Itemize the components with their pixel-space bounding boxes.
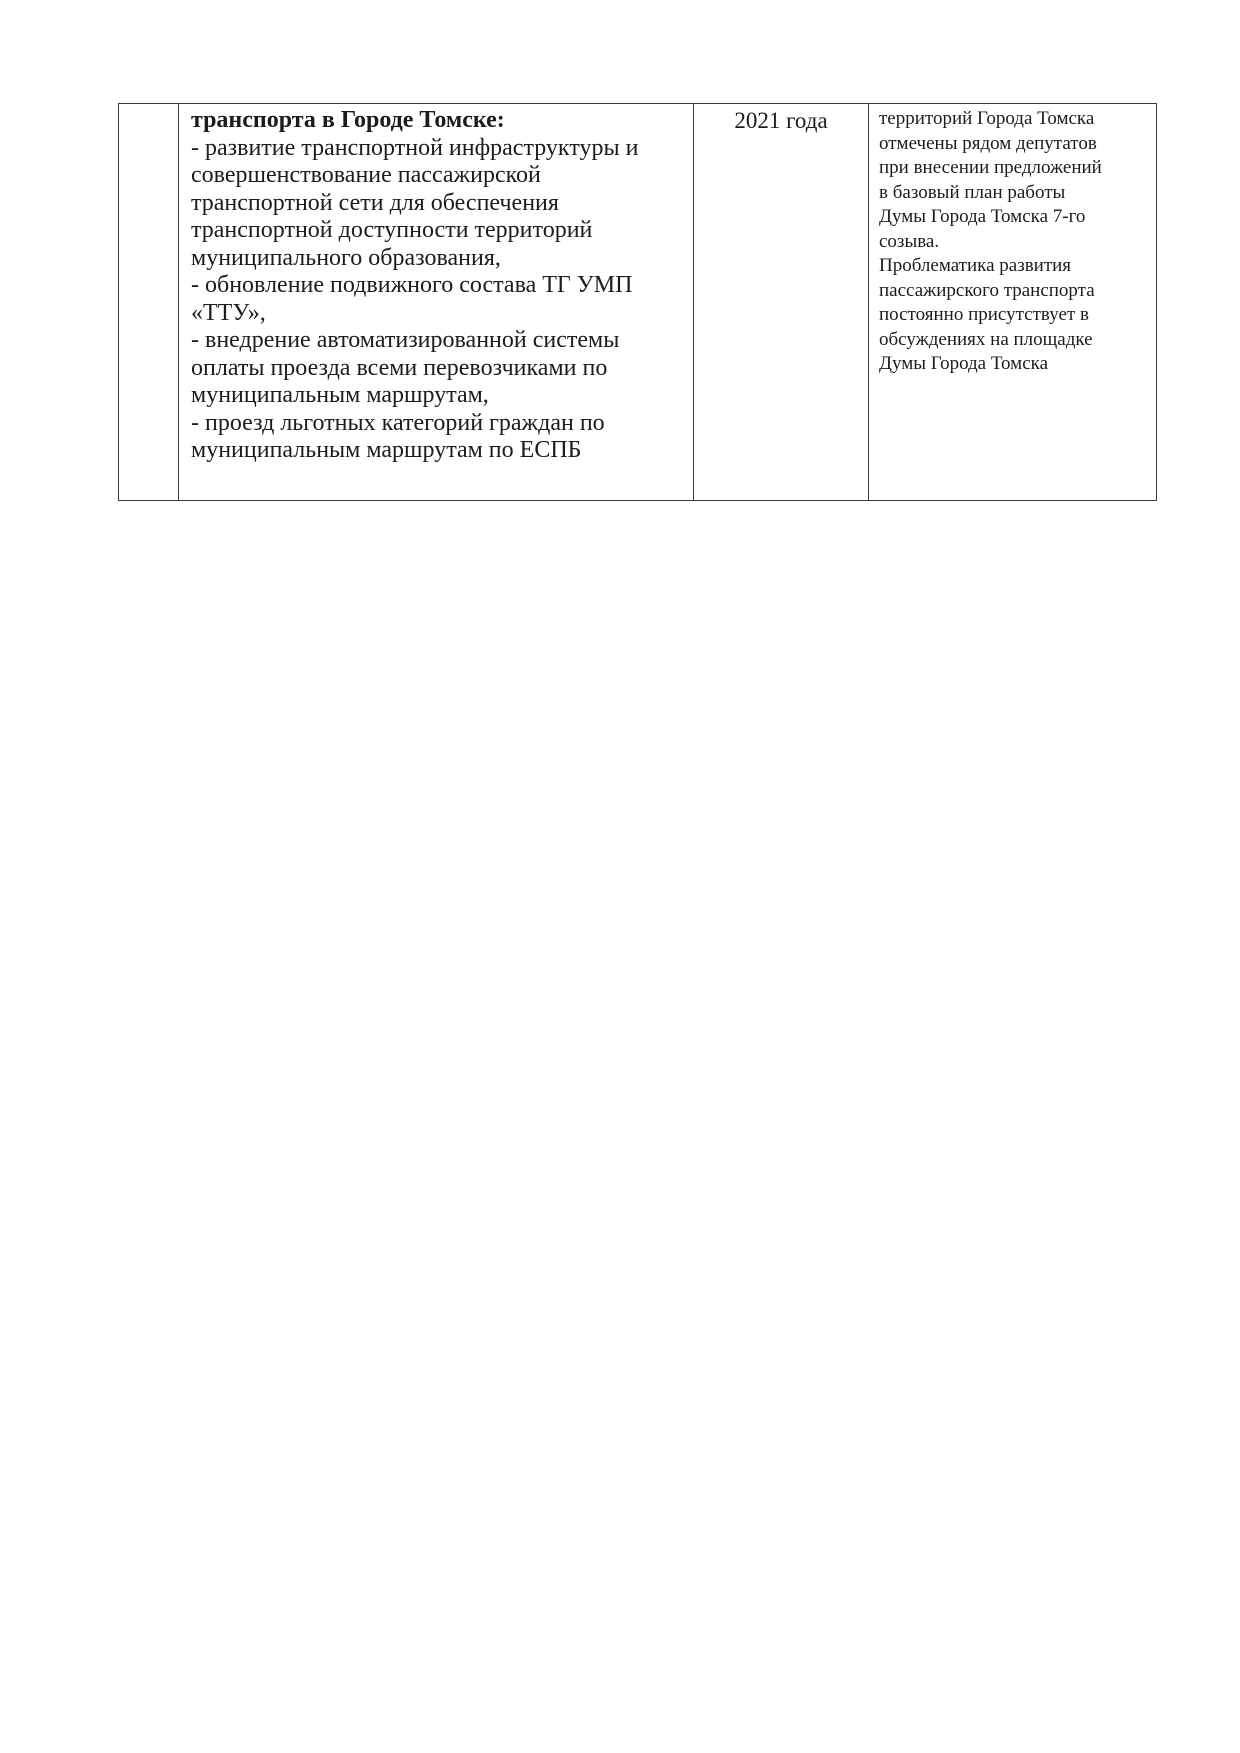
note-line: Проблематика развития bbox=[879, 255, 1072, 276]
note-line: в базовый план работы bbox=[879, 181, 1066, 203]
description-line: муниципальным маршрутам по ЕСПБ bbox=[191, 437, 582, 463]
document-table bbox=[118, 103, 1157, 501]
note-line: обсуждениях на площадке bbox=[879, 328, 1093, 350]
deadline-cell: 2021 года bbox=[694, 104, 869, 501]
description-line: - развитие транспортной инфраструктуры и bbox=[191, 134, 639, 161]
description-line: «ТТУ», bbox=[191, 299, 266, 326]
row-number-cell bbox=[119, 104, 179, 501]
description-line: - проезд льготных категорий граждан по bbox=[191, 409, 605, 436]
table-row bbox=[119, 104, 1157, 501]
note-line: территорий Города Томска bbox=[879, 108, 1095, 129]
note-line: Думы Города Томска bbox=[879, 353, 1049, 374]
description-line: транспортной доступности территорий bbox=[191, 217, 593, 243]
description-line: совершенствование пассажирской bbox=[191, 162, 541, 188]
description-line: муниципального образования, bbox=[191, 244, 501, 271]
description-line: оплаты проезда всеми перевозчиками по bbox=[191, 354, 608, 381]
note-line: пассажирского транспорта bbox=[879, 279, 1095, 301]
description-cell bbox=[179, 104, 694, 501]
note-line: при внесении предложений bbox=[879, 157, 1102, 178]
note-line: созыва. bbox=[879, 230, 940, 252]
description-heading: транспорта в Городе Томске: bbox=[191, 107, 505, 133]
note-line: Думы Города Томска 7-го bbox=[879, 206, 1086, 227]
description-line: - обновление подвижного состава ТГ УМП bbox=[191, 272, 633, 298]
note-line: отмечены рядом депутатов bbox=[879, 132, 1097, 154]
description-line: - внедрение автоматизированной системы bbox=[191, 327, 620, 353]
description-line: муниципальным маршрутам, bbox=[191, 382, 489, 408]
note-cell bbox=[869, 104, 1157, 501]
note-line: постоянно присутствует в bbox=[879, 304, 1089, 325]
description-line: транспортной сети для обеспечения bbox=[191, 189, 559, 216]
